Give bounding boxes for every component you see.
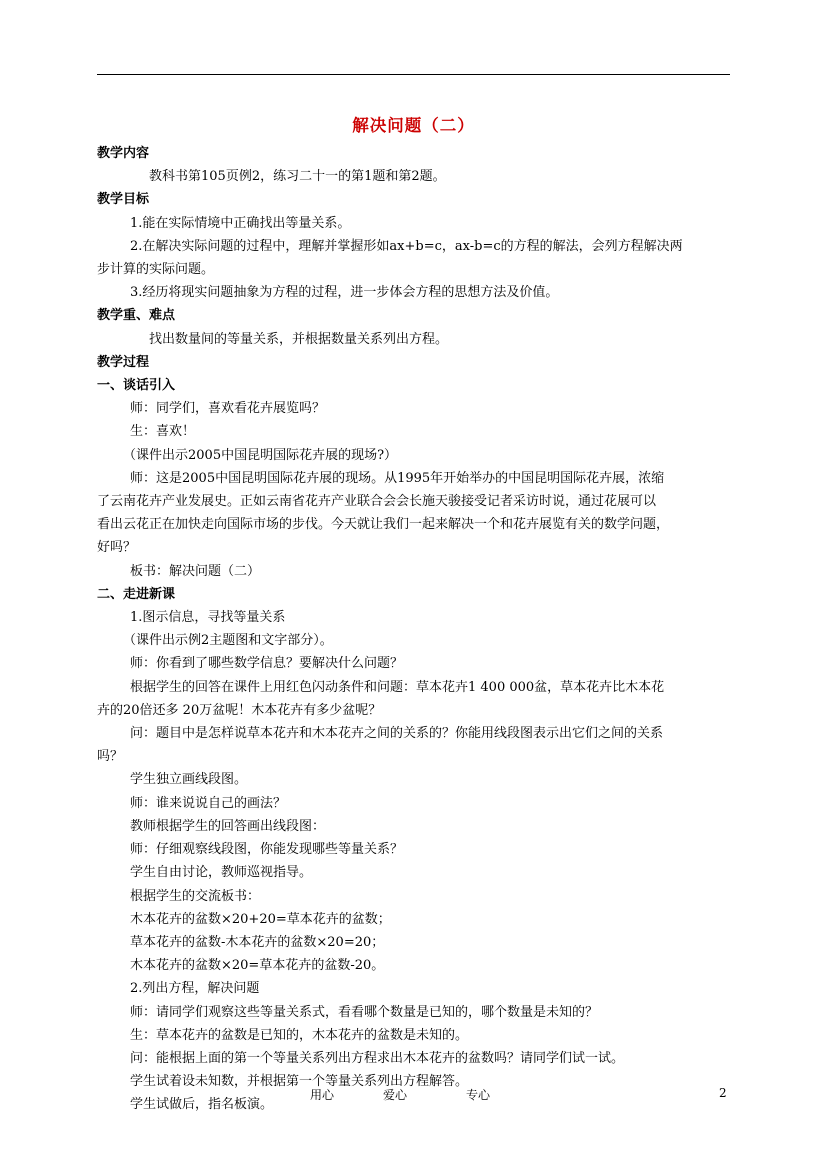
paragraph-line: （课件出示2005中国昆明国际花卉展的现场?） xyxy=(123,447,398,463)
paragraph-line: 生：喜欢！ xyxy=(130,424,196,440)
paragraph-line: 根据学生的交流板书： xyxy=(130,888,261,904)
paragraph-line: 吗？ xyxy=(97,749,124,765)
footer-text-1: 用心 xyxy=(310,1088,335,1102)
paragraph-line: 师：请同学们观察这些等量关系式，看看哪个数量是已知的，哪个数量是未知的？ xyxy=(130,1004,599,1020)
paragraph-line: 木本花卉的盆数×20+20=草本花卉的盆数； xyxy=(130,911,391,927)
paragraph-line: 生：草本花卉的盆数是已知的，木本花卉的盆数是未知的。 xyxy=(130,1027,469,1043)
section-heading: 教学重、难点 xyxy=(97,308,176,324)
paragraph-line: 师：仔细观察线段图，你能发现哪些等量关系？ xyxy=(130,842,404,858)
paragraph-line: 师：你看到了哪些数学信息？要解决什么问题？ xyxy=(130,656,404,672)
paragraph-line: 1.图示信息，寻找等量关系 xyxy=(130,610,286,626)
document-title: 解决问题（二） xyxy=(352,116,475,135)
footer-text-2: 爱心 xyxy=(383,1088,408,1102)
section-heading: 教学目标 xyxy=(97,192,150,208)
paragraph-line: 学生独立画线段图。 xyxy=(130,772,248,788)
paragraph-line: 师：同学们，喜欢看花卉展览吗？ xyxy=(130,401,326,417)
paragraph-line: （课件出示例2主题图和文字部分）。 xyxy=(123,633,333,649)
paragraph-line: 教师根据学生的回答画出线段图： xyxy=(130,818,326,834)
paragraph-line: 问：题目中是怎样说草本花卉和木本花卉之间的关系的？你能用线段图表示出它们之间的关系 xyxy=(130,726,664,742)
section-heading: 教学过程 xyxy=(97,354,150,370)
section-heading: 一、谈话引入 xyxy=(97,378,176,394)
paragraph-line: 问：能根据上面的第一个等量关系列出方程求出木本花卉的盆数吗？请同学们试一试。 xyxy=(130,1050,625,1066)
paragraph-line: 教科书第105页例2，练习二十一的第1题和第2题。 xyxy=(149,169,446,185)
paragraph-line: 学生试做后，指名板演。 xyxy=(130,1097,274,1113)
paragraph-line: 师：这是2005中国昆明国际花卉展的现场。从1995年开始举办的中国昆明国际花卉展，浓缩 xyxy=(130,470,665,486)
header-rule xyxy=(97,74,730,75)
paragraph-line: 3.经历将现实问题抽象为方程的过程，进一步体会方程的思想方法及价值。 xyxy=(130,285,559,301)
section-heading: 教学内容 xyxy=(97,146,150,161)
document-body xyxy=(97,142,731,1117)
page-number: 2 xyxy=(719,1086,727,1100)
paragraph-line: 步计算的实际问题。 xyxy=(97,262,215,278)
paragraph-line: 木本花卉的盆数×20=草本花卉的盆数-20。 xyxy=(130,958,385,974)
paragraph-line: 看出云花正在加快走向国际市场的步伐。今天就让我们一起来解决一个和花卉展览有关的数学问题， xyxy=(97,517,670,533)
section-heading: 二、走进新课 xyxy=(97,586,176,602)
paragraph-line: 好吗？ xyxy=(97,540,137,556)
paragraph-line: 2.列出方程，解决问题 xyxy=(130,981,260,997)
paragraph-line: 学生自由讨论，教师巡视指导。 xyxy=(130,865,313,881)
paragraph-line: 2.在解决实际问题的过程中，理解并掌握形如ax+b=c，ax-b=c的方程的解法，会列方程解决两 xyxy=(130,238,683,254)
paragraph-line: 师：谁来说说自己的画法？ xyxy=(130,795,287,811)
paragraph-line: 找出数量间的等量关系，并根据数量关系列出方程。 xyxy=(149,331,449,347)
paragraph-line: 1.能在实际情境中正确找出等量关系。 xyxy=(130,215,351,231)
paragraph-line: 草本花卉的盆数-木本花卉的盆数×20=20； xyxy=(130,934,385,950)
footer-text-3: 专心 xyxy=(466,1088,491,1102)
paragraph-line: 学生试着设未知数，并根据第一个等量关系列出方程解答。 xyxy=(130,1074,469,1090)
paragraph-line: 板书：解决问题（二） xyxy=(130,563,261,579)
paragraph-line: 根据学生的回答在课件上用红色闪动条件和问题：草本花卉1 400 000盆，草本花卉比木本花 xyxy=(130,679,665,695)
paragraph-line: 了云南花卉产业发展史。正如云南省花卉产业联合会会长施天骏接受记者采访时说，通过花展可以 xyxy=(97,494,657,510)
paragraph-line: 卉的20倍还多 20万盆呢！木本花卉有多少盆呢？ xyxy=(97,702,382,718)
